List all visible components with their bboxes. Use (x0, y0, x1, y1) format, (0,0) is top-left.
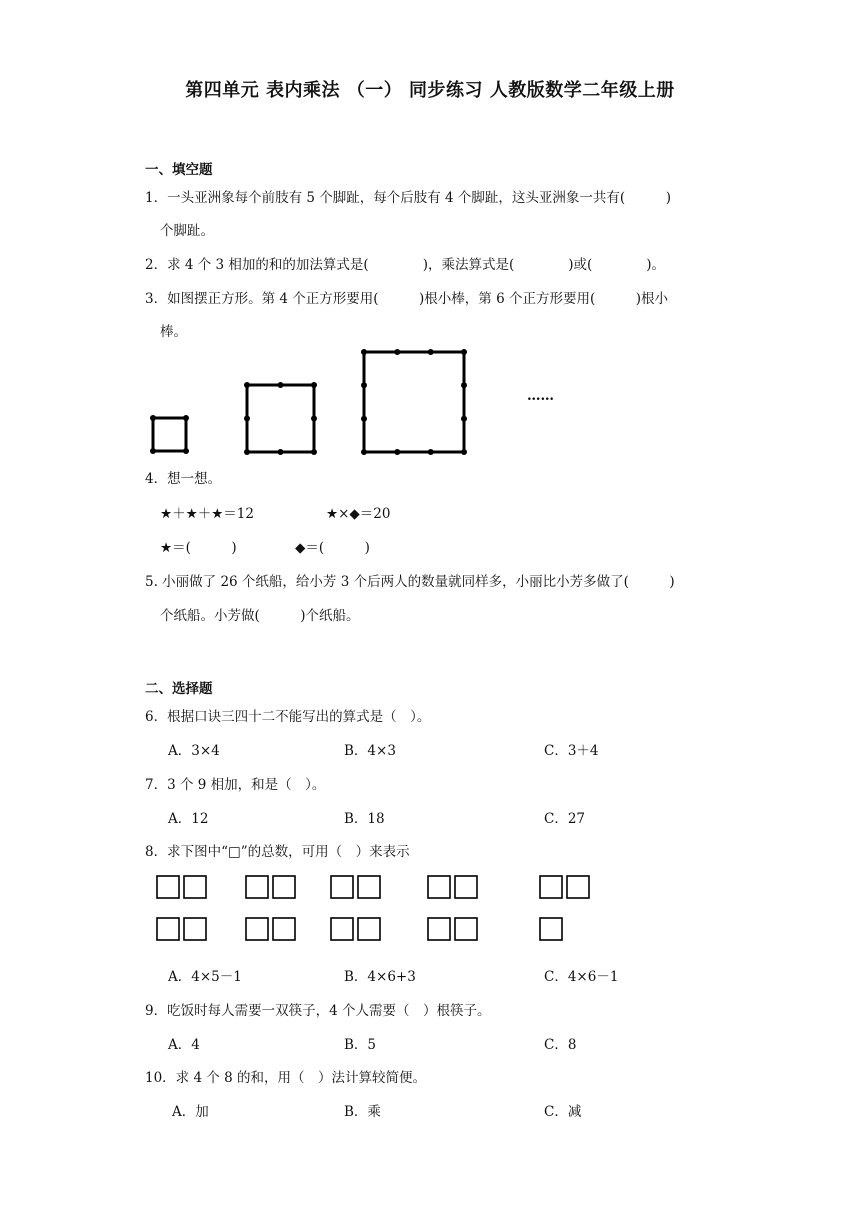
question-3-line-1: 3．如图摆正方形。第 4 个正方形要用( )根小棒，第 6 个正方形要用( )根小 (145, 291, 668, 307)
question-9-option-a: A．4 (168, 1037, 200, 1053)
figure-ellipsis: …… (527, 388, 554, 404)
question-4-equation-1: ★＋★＋★＝12 (160, 506, 254, 522)
question-4-answer-2: ◆＝( ) (295, 540, 370, 556)
question-1-line-2: 个脚趾。 (160, 223, 214, 239)
question-2: 2．求 4 个 3 相加的和的加法算式是( )，乘法算式是( )或( )。 (145, 257, 666, 273)
question-6: 6．根据口诀三四十二不能写出的算式是（ ）。 (145, 709, 431, 725)
question-3-line-2: 棒。 (160, 324, 187, 340)
section-heading-fill-blank: 一、填空题 (145, 162, 213, 178)
question-10-option-b: B．乘 (344, 1104, 381, 1120)
question-8: 8．求下图中“□”的总数，可用（ ）来表示 (145, 844, 410, 860)
question-7-option-a: A．12 (168, 811, 209, 827)
question-8-option-a: A．4×5－1 (168, 969, 242, 985)
question-4-answer-1: ★＝( ) (160, 540, 237, 556)
question-7-option-b: B．18 (344, 811, 385, 827)
question-10-option-a: A．加 (172, 1104, 209, 1120)
question-6-option-b: B．4×3 (344, 743, 396, 759)
question-6-option-c: C．3＋4 (544, 743, 599, 759)
question-4-equation-2: ★×◆＝20 (326, 506, 391, 522)
question-5-line-1: 5. 小丽做了 26 个纸船，给小芳 3 个后两人的数量就同样多，小丽比小芳多做了( ) (145, 574, 675, 590)
question-10: 10．求 4 个 8 的和，用（ ）法计算较简便。 (145, 1070, 427, 1086)
question-4: 4．想一想。 (145, 471, 222, 487)
question-9: 9．吃饭时每人需要一双筷子，4 个人需要（ ）根筷子。 (145, 1003, 491, 1019)
question-7-option-c: C．27 (544, 811, 586, 827)
question-8-option-b: B．4×6+3 (344, 969, 416, 985)
question-7: 7．3 个 9 相加，和是（ ）。 (145, 777, 326, 793)
question-9-option-c: C．8 (544, 1037, 577, 1053)
question-1-line-1: 1．一头亚洲象每个前肢有 5 个脚趾，每个后肢有 4 个脚趾，这头亚洲象一共有( ) (145, 190, 671, 206)
question-9-option-b: B．5 (344, 1037, 377, 1053)
question-6-option-a: A．3×4 (168, 743, 220, 759)
question-8-option-c: C．4×6－1 (544, 969, 619, 985)
question-10-option-c: C．减 (544, 1104, 582, 1120)
section-heading-multiple-choice: 二、选择题 (145, 681, 213, 697)
page-title: 第四单元 表内乘法 （一） 同步练习 人教版数学二年级上册 (185, 80, 675, 101)
question-5-line-2: 个纸船。小芳做( )个纸船。 (160, 608, 360, 624)
